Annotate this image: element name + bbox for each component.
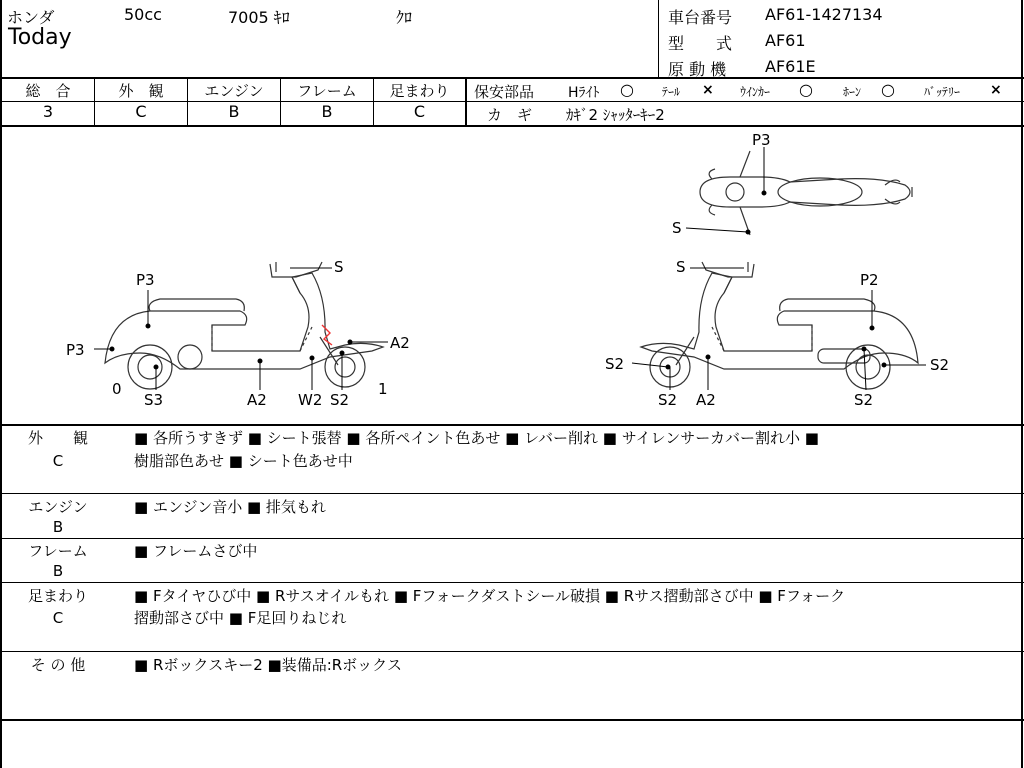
grade-total-value: 3	[42, 102, 54, 121]
detail-frame-grade: B	[52, 562, 64, 580]
taillight-mark: ×	[702, 82, 714, 98]
frame-no-label: 車台番号	[668, 8, 733, 27]
detail-suspension-line1: ■ Fタイヤひび中 ■ Rサスオイルもれ ■ Fフォークダストシール破損 ■ Rサス摺動部さび中 ■ Fフォーク	[134, 587, 846, 605]
detail-suspension-grade: C	[52, 609, 64, 627]
model-name: Today	[8, 25, 72, 50]
top-label-s: S	[672, 219, 682, 237]
horn-mark: ○	[881, 80, 895, 99]
right-label-s2-left: S2	[605, 355, 625, 373]
left-label-p3-top: P3	[136, 271, 155, 289]
left-label-p3-side: P3	[66, 341, 85, 359]
left-label-one: 1	[378, 380, 388, 398]
grade-suspension-value: C	[413, 102, 426, 121]
grade-frame-label: フレーム	[297, 82, 357, 100]
maker: ホンダ	[7, 8, 55, 27]
engine-value: AF61E	[765, 57, 816, 76]
winker-label: ｳｲﾝｶｰ	[740, 85, 771, 99]
type-label: 型 式	[668, 34, 733, 53]
grade-exterior-label: 外 観	[118, 82, 164, 100]
detail-suspension-category: 足まわり	[27, 587, 88, 605]
displacement: 50cc	[124, 5, 162, 24]
right-label-p2: P2	[860, 271, 879, 289]
detail-other-category: そ の 他	[30, 656, 86, 674]
color: ｸﾛ	[396, 8, 413, 27]
grade-exterior-value: C	[135, 102, 147, 121]
right-label-a2: A2	[696, 391, 716, 409]
left-label-s2: S2	[330, 391, 350, 409]
right-label-s2-right: S2	[930, 356, 950, 374]
detail-suspension-line2: 摺動部さび中 ■ F足回りねじれ	[134, 609, 347, 627]
headlight-mark: ○	[620, 80, 634, 99]
headlight-label: Hﾗｲﾄ	[568, 85, 600, 101]
left-label-a2-front: A2	[390, 334, 410, 352]
winker-mark: ○	[799, 80, 813, 99]
battery-mark: ×	[990, 82, 1002, 98]
damage-diagram	[0, 127, 1024, 423]
type-value: AF61	[765, 31, 806, 50]
top-label-p3: P3	[752, 131, 771, 149]
right-view-leaders	[632, 268, 926, 390]
detail-exterior-grade: C	[52, 452, 64, 470]
left-label-w2: W2	[298, 391, 323, 409]
grade-frame-value: B	[321, 102, 333, 121]
detail-other-line1: ■ Rボックスキー2 ■装備品:Rボックス	[134, 656, 403, 674]
left-label-zero: 0	[112, 380, 122, 398]
detail-frame-line1: ■ フレームさび中	[134, 542, 258, 560]
horn-label: ﾎｰﾝ	[843, 85, 862, 99]
right-label-s: S	[676, 258, 686, 276]
top-view	[700, 151, 912, 235]
key-value: ｶｷﾞ2 ｼｬｯﾀｰｷｰ2	[566, 106, 665, 124]
right-label-s2-bottom-2: S2	[854, 391, 874, 409]
mileage: 7005 ｷﾛ	[228, 8, 290, 27]
right-label-s2-bottom-1: S2	[658, 391, 678, 409]
left-label-s: S	[334, 258, 344, 276]
frame-no: AF61-1427134	[765, 5, 883, 24]
detail-exterior-line1: ■ 各所うすきず ■ シート張替 ■ 各所ペイント色あせ ■ レバー削れ ■ サイレンサーカバー割れ小 ■	[134, 429, 819, 447]
grade-engine-value: B	[228, 102, 240, 121]
taillight-label: ﾃｰﾙ	[662, 85, 681, 99]
safety-label: 保安部品	[474, 83, 535, 101]
detail-frame-category: フレーム	[28, 542, 88, 560]
battery-label: ﾊﾞｯﾃﾘｰ	[924, 85, 961, 99]
grade-suspension-label: 足まわり	[389, 82, 450, 100]
left-label-s3: S3	[144, 391, 164, 409]
detail-exterior-category: 外 観	[27, 429, 88, 447]
detail-engine-line1: ■ エンジン音小 ■ 排気もれ	[134, 498, 326, 516]
left-label-a2-bottom: A2	[247, 391, 267, 409]
detail-engine-category: エンジン	[28, 498, 88, 516]
key-label: カ ギ	[487, 106, 533, 124]
detail-exterior-line2: 樹脂部色あせ ■ シート色あせ中	[134, 452, 353, 470]
grade-engine-label: エンジン	[204, 82, 264, 100]
engine-label: 原 動 機	[668, 60, 727, 79]
grade-total-label: 総 合	[25, 82, 71, 100]
detail-engine-grade: B	[52, 518, 64, 536]
